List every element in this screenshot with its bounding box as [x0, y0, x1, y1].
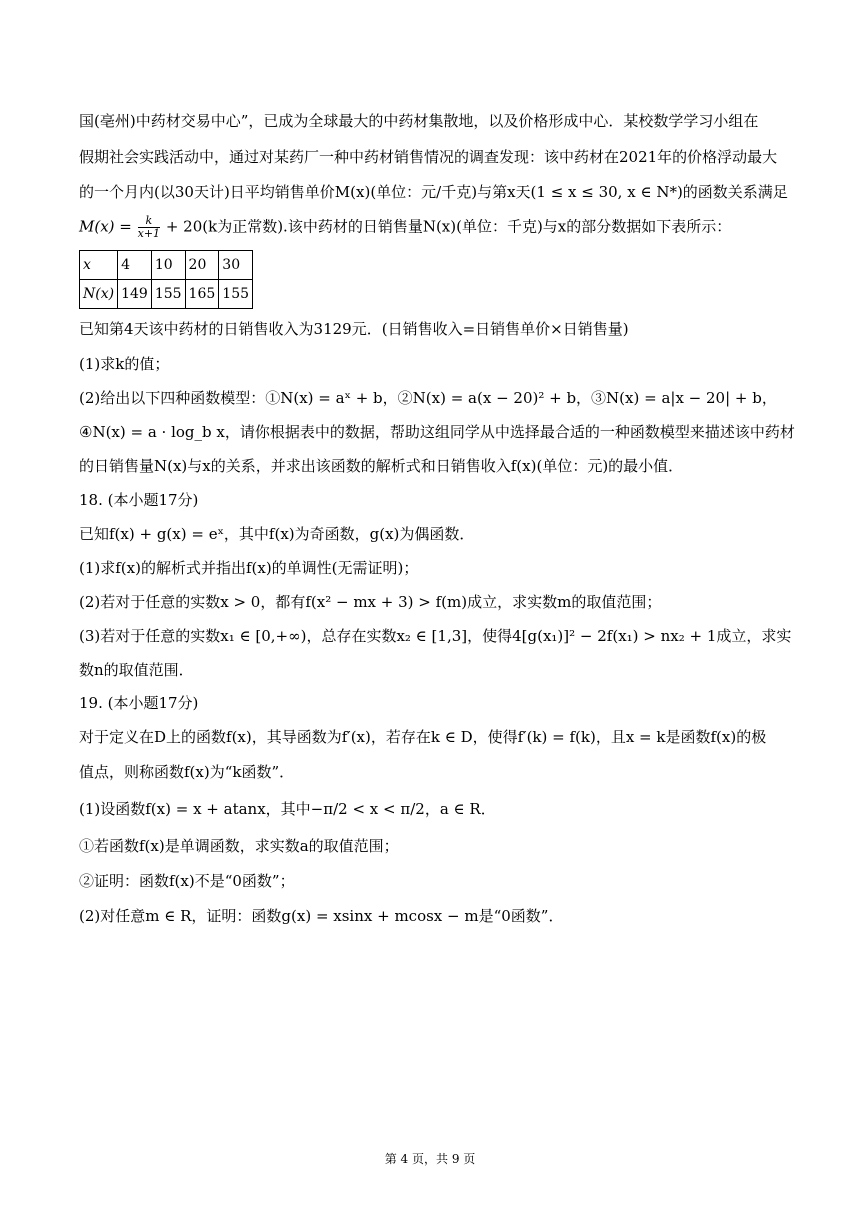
fraction-denominator: x+1 [137, 227, 161, 240]
table-row [80, 251, 253, 280]
table-cell: 155 [219, 280, 253, 309]
table-cell: 10 [151, 251, 185, 280]
table-cell: x [80, 251, 118, 280]
formula-left: M(x) = [79, 217, 137, 236]
question-part: 的日销售量N(x)与x的关系，并求出该函数的解析式和日销售收入f(x)(单位：元)的最小值． [79, 457, 684, 475]
question-stem: 已知f(x) + g(x) = eˣ，其中f(x)为奇函数，g(x)为偶函数． [79, 525, 475, 543]
formula-line [79, 215, 731, 240]
question-heading: 19. (本小题17分) [79, 694, 199, 712]
question-part: (2)对任意m ∈ R，证明：函数g(x) = xsinx + mcosx − m是“0函数”． [79, 907, 564, 925]
formula-right: + 20(k为正常数).该中药材的日销售量N(x)(单位：千克)与x的部分数据如下表所示： [161, 217, 732, 236]
page-footer: 第 4 页，共 9 页 [384, 1152, 476, 1166]
paragraph-line: 假期社会实践活动中，通过对某药厂一种中药材销售情况的调查发现：该中药材在2021年的价格浮动最大 [79, 148, 778, 166]
fraction [138, 215, 160, 240]
question-part: (2)若对于任意的实数x > 0，都有f(x² − mx + 3) > f(m)成立，求实数m的取值范围； [79, 593, 662, 611]
question-part: ④N(x) = a · log_b x，请你根据表中的数据，帮助这组同学从中选择最合适的一种函数模型来描述该中药材 [79, 423, 795, 441]
table-cell: 30 [219, 251, 253, 280]
data-table [79, 250, 253, 309]
question-part: (3)若对于任意的实数x₁ ∈ [0,+∞)，总存在实数x₂ ∈ [1,3]，使得4[g(x₁)]² − 2f(x₁) > nx₂ + 1成立，求实 [79, 627, 792, 645]
table-cell: 149 [118, 280, 152, 309]
table-cell: 4 [118, 251, 152, 280]
question-part: (1)求f(x)的解析式并指出f(x)的单调性(无需证明)； [79, 559, 419, 577]
question-part: (1)求k的值； [79, 355, 170, 373]
question-part: ①若函数f(x)是单调函数，求实数a的取值范围； [79, 837, 399, 855]
paragraph-line: 的一个月内(以30天计)日平均销售单价M(x)(单位：元/千克)与第x天(1 ≤ x ≤ 30, x ∈ N*)的函数关系满足 [79, 183, 788, 201]
fraction-numerator: k [138, 215, 160, 228]
table-cell: 20 [185, 251, 219, 280]
question-stem: 值点，则称函数f(x)为“k函数”． [79, 763, 295, 781]
table-row [80, 280, 253, 309]
paragraph-line: 已知第4天该中药材的日销售收入为3129元．(日销售收入=日销售单价×日销售量) [79, 320, 629, 338]
question-heading: 18. (本小题17分) [79, 491, 199, 509]
table-cell: 155 [151, 280, 185, 309]
question-part: 数n的取值范围． [79, 661, 194, 679]
table-cell: 165 [185, 280, 219, 309]
question-part: (1)设函数f(x) = x + atanx，其中−π/2 < x < π/2，a ∈ R． [79, 800, 496, 818]
table-cell: N(x) [80, 280, 118, 309]
question-part: ②证明：函数f(x)不是“0函数”； [79, 872, 295, 890]
question-stem: 对于定义在D上的函数f(x)，其导函数为f′(x)，若存在k ∈ D，使得f′(k) = f(k)，且x = k是函数f(x)的极 [79, 728, 767, 746]
question-part: (2)给出以下四种函数模型：①N(x) = aˣ + b，②N(x) = a(x − 20)² + b，③N(x) = a|x − 20| + b， [79, 389, 777, 407]
paragraph-line: 国(亳州)中药材交易中心”，已成为全球最大的中药材集散地，以及价格形成中心．某校数学学习小组在 [79, 112, 759, 130]
